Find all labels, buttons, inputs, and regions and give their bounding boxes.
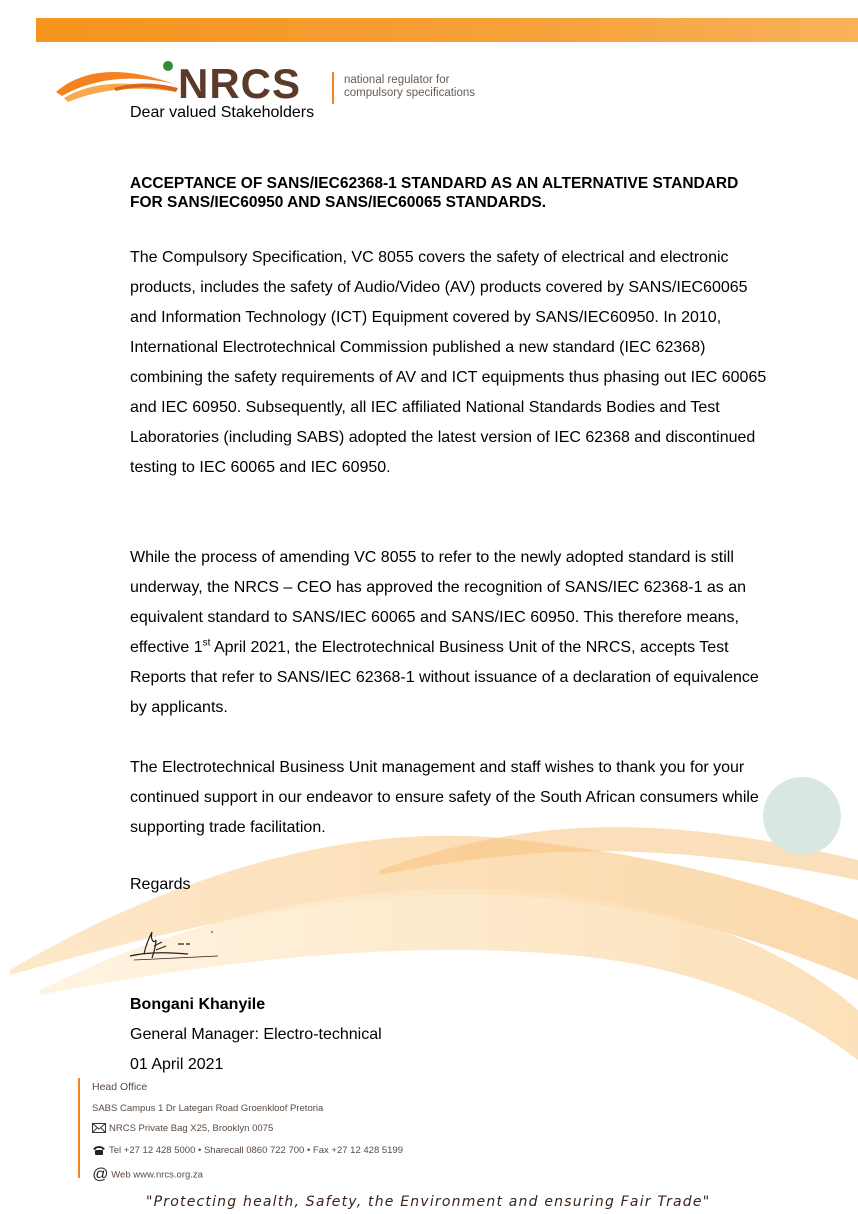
paragraph-1: The Compulsory Specification, VC 8055 covers the safety of electrical and electronic products, includes the safety of Audio/Video (AV) products covered by SANS/IEC60065 and Information Technology (ICT) Equipment covered by SANS/IEC60950. In 2010, International Electrotechnical Commission published a new standard (IEC 62368) combining the safety requirements of AV and ICT equipments thus phasing out IEC 60065 and IEC 60950. Subsequently, all IEC affiliated National Standards Bodies and Test Laboratories (including SABS) adopted the latest version of IEC 62368 and discontinued testing to IEC 60065 and IEC 60950. xyxy=(130,249,767,476)
signer-name: Bongani Khanyile xyxy=(130,996,266,1013)
nrcs-logo xyxy=(54,58,494,110)
footer-postal: NRCS Private Bag X25, Brooklyn 0075 xyxy=(109,1123,274,1134)
decorative-circle xyxy=(763,777,841,855)
footer-office: Head Office xyxy=(92,1081,148,1093)
footer-web[interactable]: Web www.nrcs.org.za xyxy=(111,1169,203,1181)
logo-tagline-line1: national regulator for xyxy=(344,74,450,86)
logo-divider xyxy=(332,72,334,104)
paragraph-2 xyxy=(130,543,770,723)
phone-icon xyxy=(92,1145,106,1156)
paragraph-3: The Electrotechnical Business Unit management and staff wishes to thank you for your continued support in our endeavor to ensure safety of the South African consumers while supporting trade facilitation. xyxy=(130,759,759,836)
footer-phone-line xyxy=(92,1145,403,1156)
footer-postal-line xyxy=(92,1123,273,1134)
logo-tagline xyxy=(344,74,524,100)
paragraph-2-part2: April 2021, the Electrotechnical Business Unit of the NRCS, accepts Test Reports that refer to SANS/IEC 62368-1 without issuance of a declaration of equivalence by applicants. xyxy=(130,639,759,716)
signature xyxy=(126,926,226,966)
logo-wordmark: NRCS xyxy=(178,60,302,107)
closing: Regards xyxy=(130,876,191,893)
letter-subject: ACCEPTANCE OF SANS/IEC62368-1 STANDARD AS AN ALTERNATIVE STANDARD FOR SANS/IEC60950 AND SANS/IEC60065 STANDARDS. xyxy=(130,175,739,211)
logo-tagline-line2: compulsory specifications xyxy=(344,87,476,99)
footer-contact xyxy=(78,1078,512,1183)
signer-title: General Manager: Electro-technical xyxy=(130,1026,382,1043)
footer-address: SABS Campus 1 Dr Lategan Road Groenkloof Pretoria xyxy=(92,1103,324,1114)
footer-web-line xyxy=(92,1166,203,1184)
footer-phone: Tel +27 12 428 5000 • Sharecall 0860 722 700 • Fax +27 12 428 5199 xyxy=(109,1145,403,1157)
greeting: Dear valued Stakeholders xyxy=(130,104,315,121)
footer-slogan: "Protecting health, Safety, the Environment and ensuring Fair Trade" xyxy=(146,1194,711,1210)
paragraph-2-part1: While the process of amending VC 8055 to refer to the newly adopted standard is still underway, the NRCS – CEO has approved the recognition of SANS/IEC 62368-1 as an equivalent standard to SANS/IEC 60065 and SANS/IEC 60950. This therefore means, effective 1 xyxy=(130,549,747,656)
at-icon: @ xyxy=(92,1166,109,1183)
ordinal-suffix: st xyxy=(202,637,211,649)
flame-swoosh-icon xyxy=(54,58,184,110)
letter-date: 01 April 2021 xyxy=(130,1056,224,1073)
envelope-icon xyxy=(92,1123,106,1133)
